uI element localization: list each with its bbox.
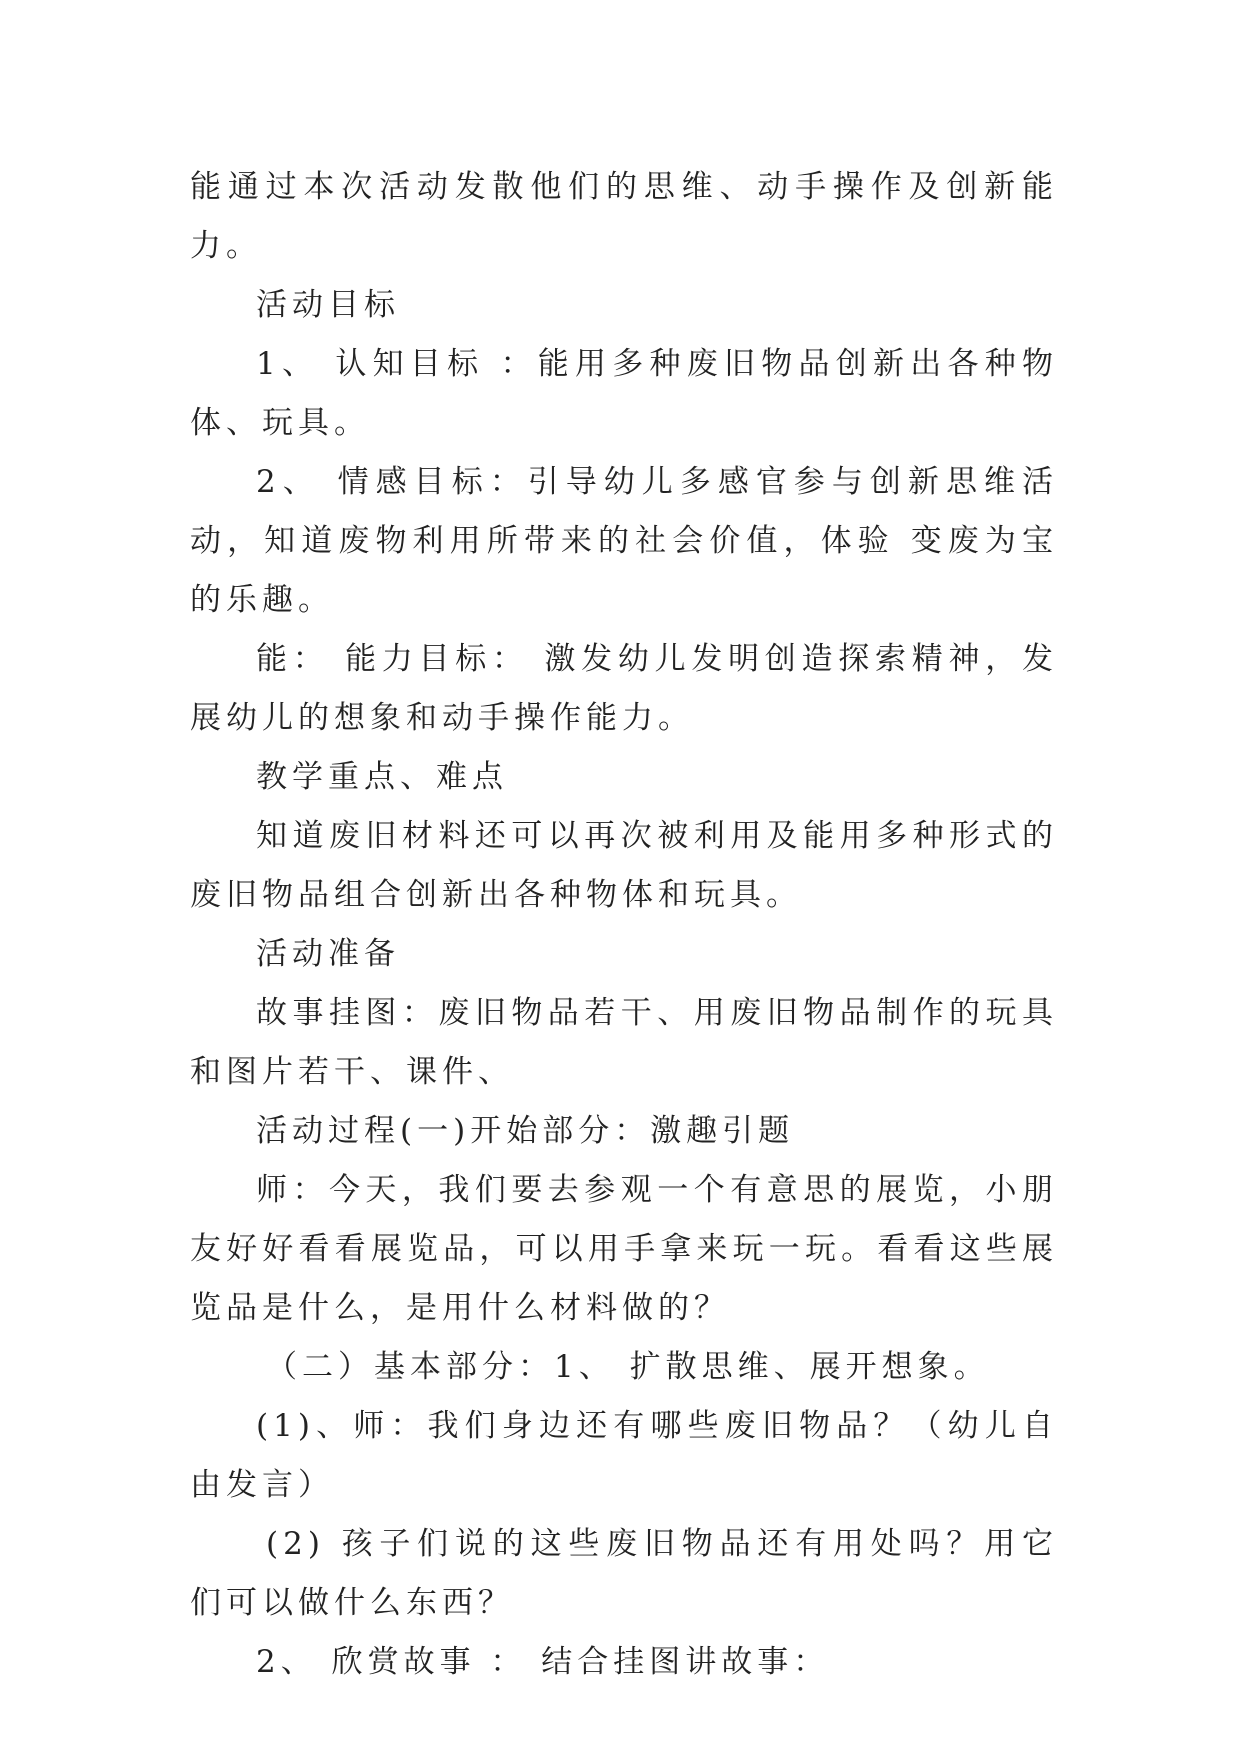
paragraph-story: 2、 欣赏故事 ： 结合挂图讲故事： [256, 1644, 830, 1680]
paragraph-intro-continuation: 能通过本次活动发散他们的思维、动手操作及创新能力。 [190, 169, 1058, 264]
heading-activity-process: 活动过程(一)开始部分：激趣引题 [256, 1113, 795, 1149]
paragraph-emotional-goal: 2、 情感目标：引导幼儿多感官参与创新思维活动，知道废物利用所带来的社会价值，体验 变废为宝的乐趣。 [190, 464, 1058, 618]
heading-preparation: 活动准备 [256, 936, 400, 972]
paragraph-cognitive-goal: 1、 认知目标 ：能用多种废旧物品创新出各种物体、玩具。 [190, 346, 1058, 441]
heading-activity-goals: 活动目标 [256, 287, 400, 323]
paragraph-teacher-intro: 师：今天，我们要去参观一个有意思的展览，小朋友好好看看展览品，可以用手拿来玩一玩。看看这些展览品是什么，是用什么材料做的？ [190, 1172, 1058, 1326]
paragraph-preparation: 故事挂图：废旧物品若干、用废旧物品制作的玩具和图片若干、课件、 [190, 995, 1058, 1090]
paragraph-ability-goal: 能： 能力目标： 激发幼儿发明创造探索精神，发展幼儿的想象和动手操作能力。 [190, 641, 1058, 736]
paragraph-key-points: 知道废旧材料还可以再次被利用及能用多种形式的废旧物品组合创新出各种物体和玩具。 [190, 818, 1058, 913]
paragraph-basic-section: （二）基本部分：1、 扩散思维、展开想象。 [266, 1349, 990, 1385]
paragraph-question-2: (2) 孩子们说的这些废旧物品还有用处吗？用它们可以做什么东西？ [190, 1526, 1058, 1621]
heading-key-points: 教学重点、难点 [256, 759, 508, 795]
document-body [190, 158, 1058, 1692]
paragraph-question-1: (1)、师：我们身边还有哪些废旧物品？（幼儿自由发言） [190, 1408, 1058, 1503]
